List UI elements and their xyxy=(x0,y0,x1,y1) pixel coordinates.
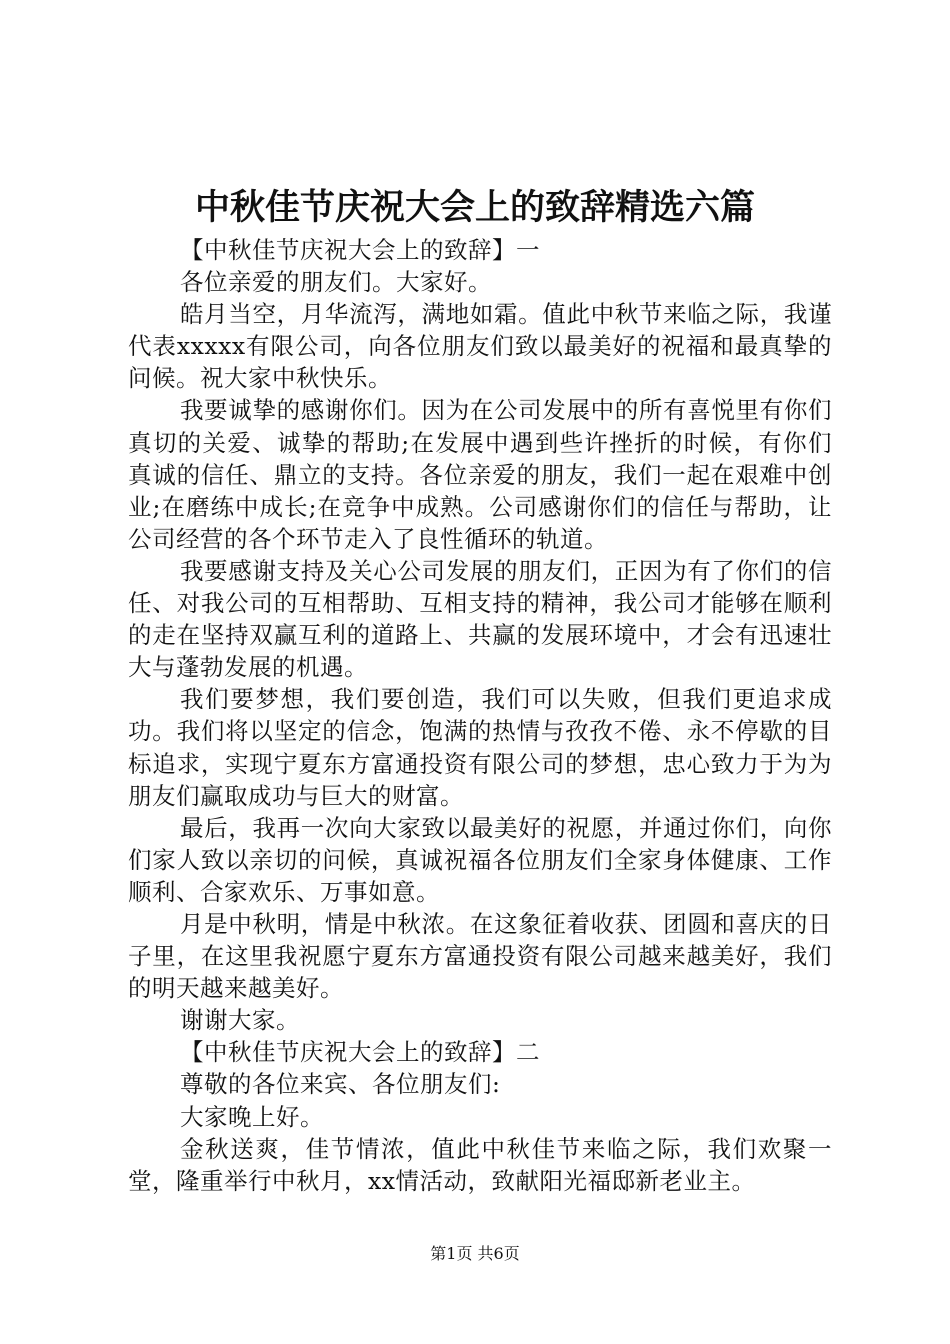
paragraph: 谢谢大家。 xyxy=(180,1006,300,1035)
document-title: 中秋佳节庆祝大会上的致辞精选六篇 xyxy=(194,187,755,228)
paragraph: 各位亲爱的朋友们。大家好。 xyxy=(180,268,492,297)
paragraph: 大家晚上好。 xyxy=(180,1102,324,1131)
paragraph: 尊敬的各位来宾、各位朋友们: xyxy=(180,1070,501,1099)
paragraph: 金秋送爽，佳节情浓，值此中秋佳节来临之际，我们欢聚一堂，隆重举行中秋月，xx情活动，致献阳光福邸新老业主。 xyxy=(128,1134,832,1195)
paragraph: 月是中秋明，情是中秋浓。在这象征着收获、团圆和喜庆的日子里，在这里我祝愿宁夏东方富通投资有限公司越来越美好，我们的明天越来越美好。 xyxy=(128,909,832,1003)
paragraph: 我们要梦想，我们要创造，我们可以失败，但我们更追求成功。我们将以坚定的信念，饱满的热情与孜孜不倦、永不停歇的目标追求，实现宁夏东方富通投资有限公司的梦想，忠心致力于为为朋友们赢取成功与巨大的财富。 xyxy=(128,685,832,810)
paragraph: 皓月当空，月华流泻，满地如霜。值此中秋节来临之际，我谨代表xxxxx有限公司，向各位朋友们致以最美好的祝福和最真挚的问候。祝大家中秋快乐。 xyxy=(128,300,832,393)
section-heading-2: 【中秋佳节庆祝大会上的致辞】二 xyxy=(180,1038,540,1067)
paragraph: 我要诚挚的感谢你们。因为在公司发展中的所有喜悦里有你们真切的关爱、诚挚的帮助;在发展中遇到些许挫折的时候，有你们真诚的信任、鼎立的支持。各位亲爱的朋友，我们一起在艰难中创业;在磨练中成长;在竞争中成熟。公司感谢你们的信任与帮助，让公司经营的各个环节走入了良性循环的轨道。 xyxy=(128,396,832,553)
paragraph: 最后，我再一次向大家致以最美好的祝愿，并通过你们，向你们家人致以亲切的问候，真诚祝福各位朋友们全家身体健康、工作顺利、合家欢乐、万事如意。 xyxy=(128,813,832,906)
paragraph: 我要感谢支持及关心公司发展的朋友们，正因为有了你们的信任、对我公司的互相帮助、互相支持的精神，我公司才能够在顺利的走在坚持双赢互利的道路上、共赢的发展环境中，才会有迅速壮大与蓬勃发展的机遇。 xyxy=(128,556,832,682)
page-number-footer: 第1页 共6页 xyxy=(430,1244,520,1263)
document-body xyxy=(128,234,832,1197)
section-heading-1: 【中秋佳节庆祝大会上的致辞】一 xyxy=(180,236,540,264)
